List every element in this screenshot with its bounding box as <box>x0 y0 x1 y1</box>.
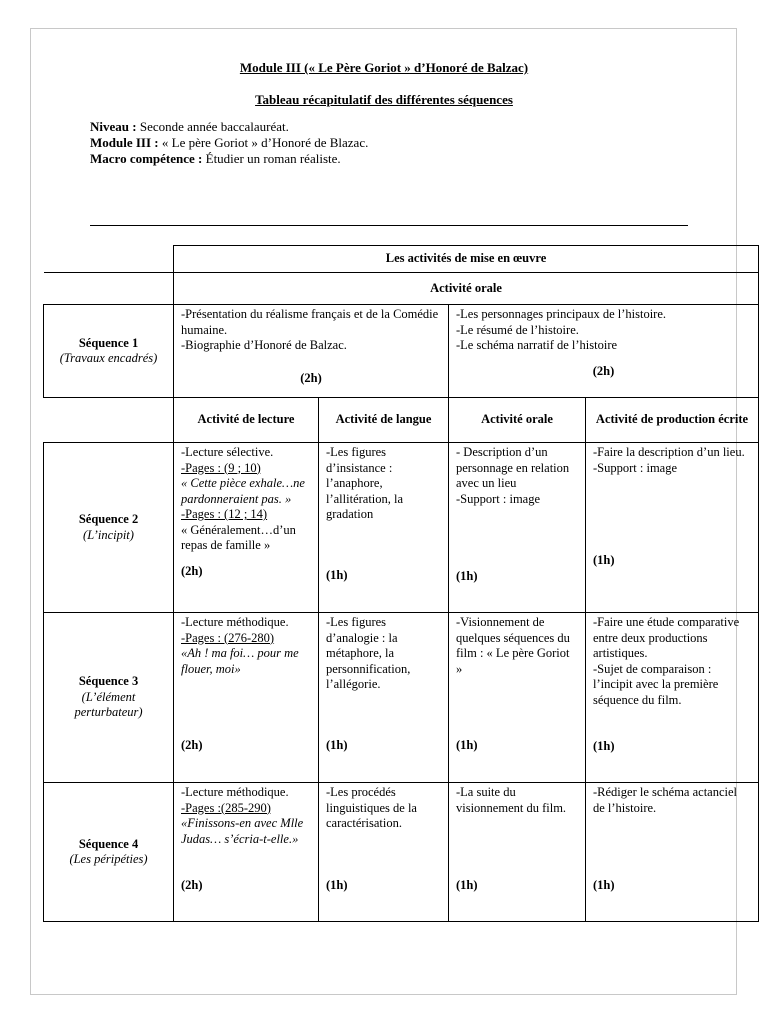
seq1-right-cell <box>449 305 759 398</box>
seq2-langue-duration: (1h) <box>326 568 348 582</box>
col-header-orale: Activité orale <box>449 398 586 443</box>
seq3-langue-text: -Les figures d’analogie : la métaphore, la personnification, l’allégorie. <box>326 615 411 691</box>
seq2-lecture-l3: « Cette pièce exhale…ne pardonneraient pas. » <box>181 476 305 506</box>
seq3-lecture-l2: -Pages : (276-280) <box>181 630 275 645</box>
seq2-lecture-l1: -Lecture sélective. <box>181 445 274 459</box>
seq4-ecrite-text: -Rédiger le schéma actanciel de l’histoire. <box>593 785 738 815</box>
seq4-label <box>44 783 174 922</box>
seq1-subtitle: (Travaux encadrés) <box>59 351 158 365</box>
seq2-ecrite-l2: -Support : image <box>593 460 678 475</box>
seq3-langue <box>319 613 449 783</box>
corner-empty-2 <box>44 273 174 305</box>
seq3-ecrite <box>586 613 759 783</box>
seq2-orale-duration: (1h) <box>456 568 478 583</box>
macro-label: Macro compétence : <box>90 151 203 166</box>
seq2-ecrite-l1: -Faire la description d’un lieu. <box>593 445 745 459</box>
seq3-subtitle: (L’élément perturbateur) <box>74 689 143 720</box>
macro-line <box>90 151 490 167</box>
seq2-title: Séquence 2 <box>78 512 139 526</box>
seq1-left-duration: (2h) <box>300 370 322 385</box>
module-line <box>90 135 370 151</box>
seq1-right-line-1: -Les personnages principaux de l’histoire. <box>456 307 667 321</box>
seq2-ecrite <box>586 443 759 613</box>
info-block <box>90 119 370 167</box>
seq4-ecrite-duration: (1h) <box>593 878 615 892</box>
seq2-orale-l1: - Description d’un personnage en relation avec un lieu <box>456 445 570 490</box>
seq3-lecture <box>174 613 319 783</box>
seq1-right-duration: (2h) <box>592 363 615 378</box>
seq2-ecrite-duration: (1h) <box>593 552 615 567</box>
sequences-table <box>43 245 759 922</box>
seq4-orale-text: -La suite du visionnement du film. <box>456 785 567 815</box>
seq2-orale <box>449 443 586 613</box>
seq4-title: Séquence 4 <box>78 836 139 851</box>
seq2-langue-text: -Les figures d’insistance : l’anaphore, l’allitération, la gradation <box>326 445 404 521</box>
seq2-lecture-l2: -Pages : (9 ; 10) <box>181 460 261 475</box>
col-header-langue: Activité de langue <box>319 398 449 443</box>
seq4-ecrite <box>586 783 759 922</box>
corner-empty-3 <box>44 398 174 443</box>
seq3-title: Séquence 3 <box>78 674 139 689</box>
seq1-left-line-2: -Biographie d’Honoré de Balzac. <box>181 338 347 352</box>
seq4-lecture-l1: -Lecture méthodique. <box>181 785 289 799</box>
seq4-subtitle: (Les péripéties) <box>69 852 148 866</box>
seq3-lecture-l1: -Lecture méthodique. <box>181 615 289 629</box>
seq1-left-cell <box>174 305 449 398</box>
niveau-value: Seconde année baccalauréat. <box>139 119 289 134</box>
col-header-ecrite: Activité de production écrite <box>586 398 759 443</box>
seq3-label <box>44 613 174 783</box>
seq1-right-line-3: -Le schéma narratif de l’histoire <box>456 338 618 352</box>
seq4-lecture-duration: (2h) <box>181 878 203 892</box>
seq3-orale <box>449 613 586 783</box>
oral-header: Activité orale <box>174 273 759 305</box>
seq3-lecture-l3: «Ah ! ma foi… pour me flouer, moi» <box>181 646 299 676</box>
seq3-lecture-duration: (2h) <box>181 738 203 752</box>
seq2-label <box>44 443 174 613</box>
niveau-label: Niveau : <box>90 119 137 134</box>
macro-value: Étudier un roman réaliste. <box>205 151 341 166</box>
seq4-lecture-l2: -Pages :(285-290) <box>181 800 271 815</box>
table-title: Tableau récapitulatif des différentes séquences <box>255 92 513 107</box>
seq2-subtitle: (L’incipit) <box>83 527 134 542</box>
seq3-orale-text: -Visionnement de quelques séquences du film : « Le père Goriot » <box>456 615 570 676</box>
module-label: Module III : <box>90 135 159 150</box>
separator-rule <box>90 225 688 226</box>
col-header-lecture: Activité de lecture <box>174 398 319 443</box>
seq4-orale-duration: (1h) <box>456 878 478 892</box>
niveau-line <box>90 119 370 135</box>
module-value: « Le père Goriot » d’Honoré de Blazac. <box>161 135 369 150</box>
seq2-langue <box>319 443 449 613</box>
seq2-lecture <box>174 443 319 613</box>
seq1-title: Séquence 1 <box>78 335 139 350</box>
seq3-ecrite-l1: -Faire une étude comparative entre deux productions artistiques. <box>593 615 740 660</box>
seq3-ecrite-duration: (1h) <box>593 738 615 753</box>
seq3-langue-duration: (1h) <box>326 738 348 752</box>
seq4-orale <box>449 783 586 922</box>
activities-header: Les activités de mise en œuvre <box>174 246 759 273</box>
seq2-lecture-l5: « Généralement…d’un repas de famille » <box>181 522 296 552</box>
seq2-orale-l2: -Support : image <box>456 491 541 506</box>
corner-empty <box>44 246 174 273</box>
seq4-langue-duration: (1h) <box>326 878 348 892</box>
seq3-orale-duration: (1h) <box>456 738 478 752</box>
seq1-left-line-1: -Présentation du réalisme français et de la Comédie humaine. <box>181 307 439 337</box>
seq4-langue <box>319 783 449 922</box>
seq2-lecture-duration: (2h) <box>181 563 203 578</box>
seq4-lecture-l3: «Finissons-en avec Mlle Judas… s’écria-t-elle.» <box>181 816 304 846</box>
seq4-lecture <box>174 783 319 922</box>
seq1-label <box>44 305 174 398</box>
seq1-right-line-2: -Le résumé de l’histoire. <box>456 322 579 337</box>
seq2-lecture-l4: -Pages : (12 ; 14) <box>181 507 268 521</box>
seq4-langue-text: -Les procédés linguistiques de la caractérisation. <box>326 785 417 830</box>
seq3-ecrite-l2: -Sujet de comparaison : l’incipit avec la première séquence du film. <box>593 661 719 707</box>
module-title: Module III (« Le Père Goriot » d’Honoré de Balzac) <box>239 60 529 75</box>
